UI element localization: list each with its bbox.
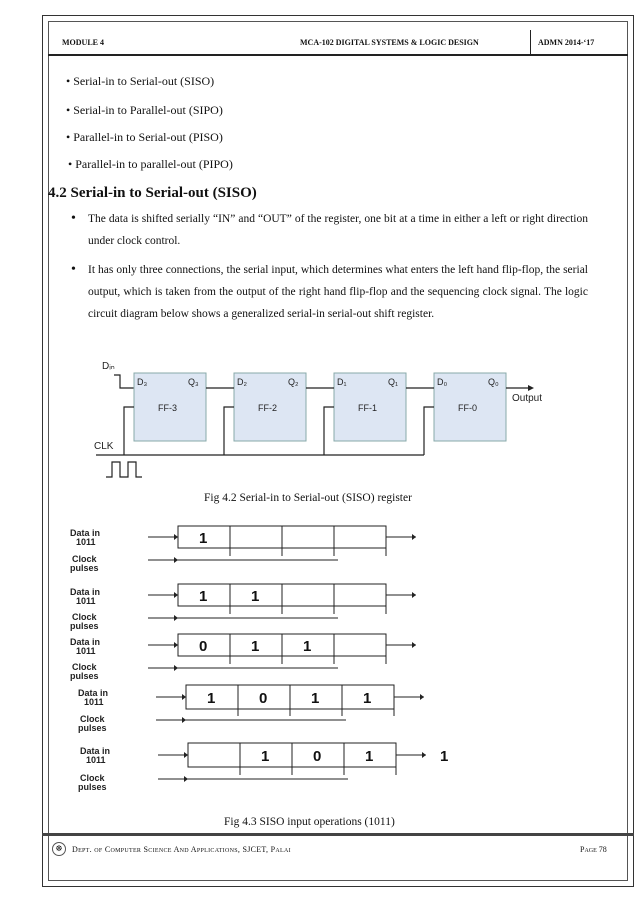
bullet-siso: • Serial-in to Serial-out (SISO) xyxy=(66,74,215,88)
clk-wire-ff0 xyxy=(424,407,434,455)
stage2-cell-2 xyxy=(282,584,334,606)
paragraph-2-bullet: • xyxy=(71,262,76,277)
ff0-d: D₀ xyxy=(437,377,448,387)
stage1-pulses-label: pulses xyxy=(70,563,99,573)
stage5-cell-value-2: 0 xyxy=(313,748,322,765)
stage1-output-arrowhead xyxy=(412,534,416,540)
stage2-output-arrowhead xyxy=(412,592,416,598)
register-stages xyxy=(148,526,448,782)
din-label: Dᵢₙ xyxy=(102,361,115,372)
stage3-clock-label: Clock xyxy=(72,662,97,672)
clk-wire-ff3 xyxy=(124,407,134,455)
stage3-cell-3 xyxy=(334,634,386,656)
ff3-d: D₃ xyxy=(137,377,148,387)
stage4-clock-label: Clock xyxy=(80,714,105,724)
stage3-cell-value-0: 0 xyxy=(199,638,208,655)
siso-operations-diagram xyxy=(62,516,482,802)
ff3-name: FF-3 xyxy=(158,403,177,413)
stage3-data-value: 1011 xyxy=(76,646,96,656)
ff2-q: Q₂ xyxy=(288,377,299,387)
stage1-cell-1 xyxy=(230,526,282,548)
fig42-caption: Fig 4.2 Serial-in to Serial-out (SISO) register xyxy=(204,492,412,504)
stage4-clock-arrowhead xyxy=(182,717,186,723)
stage3-output-arrowhead xyxy=(412,642,416,648)
header-divider xyxy=(530,30,531,54)
stage4-data-label: Data in xyxy=(78,688,109,698)
footer-department: Dept. of Computer Science And Applications, SJCET, Palai xyxy=(72,845,291,854)
footer-rule xyxy=(42,833,634,836)
stage2-input-arrowhead xyxy=(174,592,178,598)
college-logo-icon: ☸ xyxy=(52,842,66,856)
stage1-cell-2 xyxy=(282,526,334,548)
stage5-pulses-label: pulses xyxy=(78,782,107,792)
stage5-cell-value-1: 1 xyxy=(261,748,270,765)
ff3-q: Q₃ xyxy=(188,377,199,387)
stage5-cell-0 xyxy=(188,743,240,767)
bullet-pipo: • Parallel-in to parallel-out (PIPO) xyxy=(68,157,233,171)
stage5-output-value: 1 xyxy=(440,748,449,765)
ff2-d: D₂ xyxy=(237,377,247,387)
paragraph-1-bullet: • xyxy=(71,211,76,226)
stage3-input-arrowhead xyxy=(174,642,178,648)
stage1-cell-value-0: 1 xyxy=(199,530,208,547)
stage3-clock-arrowhead xyxy=(174,665,178,671)
din-wire xyxy=(114,375,134,388)
siso-circuit-diagram xyxy=(88,355,558,485)
output-arrow xyxy=(528,385,534,391)
bullet-sipo: • Serial-in to Parallel-out (SIPO) xyxy=(66,103,223,117)
stage1-clock-label: Clock xyxy=(72,554,97,564)
stage5-input-arrowhead xyxy=(184,752,188,758)
stage3-pulses-label: pulses xyxy=(70,671,99,681)
clock-waveform xyxy=(106,462,142,477)
stage1-cell-3 xyxy=(334,526,386,548)
stage5-data-label: Data in xyxy=(80,746,111,756)
stage2-data-value: 1011 xyxy=(76,596,96,606)
stage1-input-arrowhead xyxy=(174,534,178,540)
stage4-cell-value-0: 1 xyxy=(207,690,216,707)
output-label: Output xyxy=(512,393,543,404)
header-course: MCA-102 DIGITAL SYSTEMS & LOGIC DESIGN xyxy=(300,38,479,47)
stage2-cell-value-0: 1 xyxy=(199,588,208,605)
stage4-data-value: 1011 xyxy=(84,697,104,707)
stage1-data-label: Data in xyxy=(70,528,101,538)
stage2-clock-label: Clock xyxy=(72,612,97,622)
stage3-data-label: Data in xyxy=(70,637,101,647)
stage2-pulses-label: pulses xyxy=(70,621,99,631)
stage4-output-arrowhead xyxy=(420,694,424,700)
ff0-q: Q₀ xyxy=(488,377,499,387)
stage5-data-value: 1011 xyxy=(86,755,106,765)
clk-wire-ff1 xyxy=(324,407,334,455)
section-title: 4.2 Serial-in to Serial-out (SISO) xyxy=(48,185,257,201)
stage5-cell-value-3: 1 xyxy=(365,748,374,765)
stage3-cell-value-1: 1 xyxy=(251,638,260,655)
stage1-data-value: 1011 xyxy=(76,537,96,547)
stage3-cell-value-2: 1 xyxy=(303,638,312,655)
ff1-d: D₁ xyxy=(337,377,347,387)
footer-page-number: Page 78 xyxy=(580,845,607,854)
ff1-name: FF-1 xyxy=(358,403,377,413)
stage4-input-arrowhead xyxy=(182,694,186,700)
stage2-cell-3 xyxy=(334,584,386,606)
stage4-cell-value-3: 1 xyxy=(363,690,372,707)
ff0-name: FF-0 xyxy=(458,403,477,413)
bullet-piso: • Parallel-in to Serial-out (PISO) xyxy=(66,130,223,144)
paragraph-1: The data is shifted serially “IN” and “OUT” of the register, one bit at a time in either a left or right direction under clock control. xyxy=(88,213,588,247)
stage2-clock-arrowhead xyxy=(174,615,178,621)
stage5-clock-arrowhead xyxy=(184,776,188,782)
stage2-data-label: Data in xyxy=(70,587,101,597)
stage1-clock-arrowhead xyxy=(174,557,178,563)
ff2-name: FF-2 xyxy=(258,403,277,413)
stage2-cell-value-1: 1 xyxy=(251,588,260,605)
stage4-cell-value-1: 0 xyxy=(259,690,268,707)
header-rule xyxy=(48,54,628,56)
clk-label: CLK xyxy=(94,441,114,452)
ff1-q: Q₁ xyxy=(388,377,399,387)
fig43-caption: Fig 4.3 SISO input operations (1011) xyxy=(224,816,395,828)
stage5-output-arrowhead xyxy=(422,752,426,758)
stage4-pulses-label: pulses xyxy=(78,723,107,733)
paragraph-2: It has only three connections, the serial input, which determines what enters the left hand flip-flop, the serial output, which is taken from the output of the right hand flip-flop and the sequencing clock signal. The logic circuit diagram below shows a generalized serial-in serial-out shift register. xyxy=(88,264,588,320)
stage4-cell-value-2: 1 xyxy=(311,690,320,707)
clk-wire-ff2 xyxy=(224,407,234,455)
header-admn: ADMN 2014-‘17 xyxy=(538,38,595,47)
stage5-clock-label: Clock xyxy=(80,773,105,783)
header-module: MODULE 4 xyxy=(62,38,104,47)
